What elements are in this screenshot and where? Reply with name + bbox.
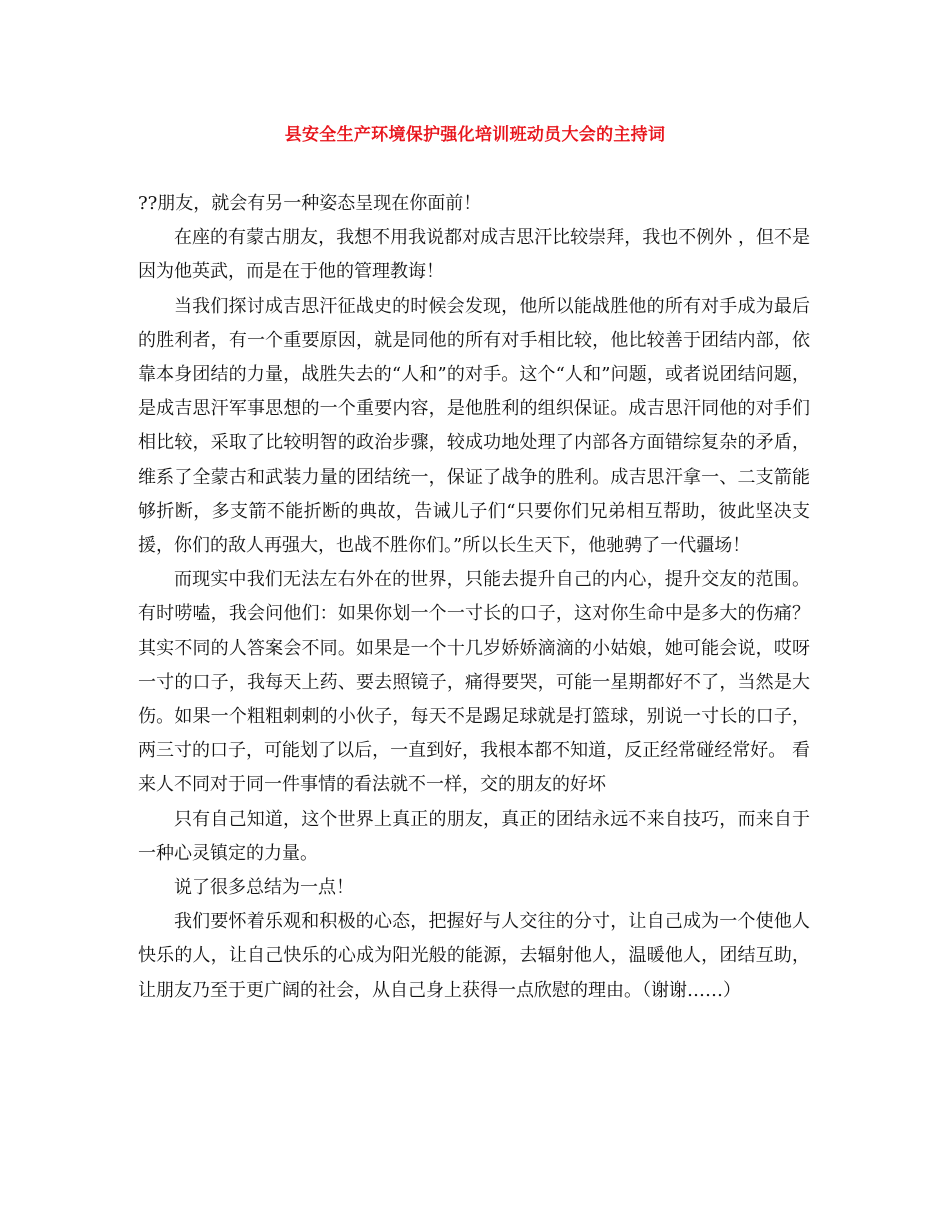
paragraph: 说了很多总结为一点！ [174,877,354,899]
document-title: 县安全生产环境保护强化培训班动员大会的主持词 [284,125,666,145]
paragraph: 当我们探讨成吉思汗征战史的时候会发现，他所以能战胜他的所有对手成为最后的胜利者，有一个重要原因，就是同他的所有对手相比较，他比较善于团结内部，依靠本身团结的力量，战胜失去的“人和”的对手。这个“人和”问题，或者说团结问题，是成吉思汗军事思想的一个重要内容，是他胜利的组织保证。成吉思汗同他的对手们相比较，采取了比较明智的政治步骤，较成功地处理了内部各方面错综复杂的矛盾，维系了全蒙古和武装力量的团结统一，保证了战争的胜利。成吉思汗拿一、二支箭能够折断，多支箭不能折断的典故，告诫儿子们“只要你们兄弟相互帮助，彼此坚决支援，你们的敌人再强大，也战不胜你们。”所以长生天下，他驰骋了一代疆场！ [138,295,810,557]
paragraph: 而现实中我们无法左右外在的世界，只能去提升自己的内心，提升交友的范围。有时唠嗑，我会问他们：如果你划一个一寸长的口子，这对你生命中是多大的伤痛？其实不同的人答案会不同。如果是一个十几岁娇娇滴滴的小姑娘，她可能会说，哎呀一寸的口子，我每天上药、要去照镜子，痛得要哭，可能一星期都好不了，当然是大伤。如果一个粗粗剌剌的小伙子，每天不是踢足球就是打篮球，别说一寸长的口子，两三寸的口子，可能划了以后，一直到好，我根本都不知道，反正经常碰经常好。 看来人不同对于同一件事情的看法就不一样，交的朋友的好坏 [138,569,810,796]
paragraph: 我们要怀着乐观和积极的心态，把握好与人交往的分寸，让自己成为一个使他人快乐的人，让自己快乐的心成为阳光般的能源，去辐射他人，温暖他人，团结互助，让朋友乃至于更广阔的社会，从自己身上获得一点欣慰的理由。（谢谢……） [138,911,810,1001]
document-body [138,187,810,1008]
paragraph: ??朋友，就会有另一种姿态呈现在你面前！ [138,193,482,214]
paragraph: 只有自己知道，这个世界上真正的朋友，真正的团结永远不来自技巧，而来自于一种心灵镇定的力量。 [138,808,810,864]
paragraph: 在座的有蒙古朋友，我想不用我说都对成吉思汗比较崇拜，我也不例外 ，但不是因为他英武，而是在于他的管理教诲！ [138,227,810,283]
